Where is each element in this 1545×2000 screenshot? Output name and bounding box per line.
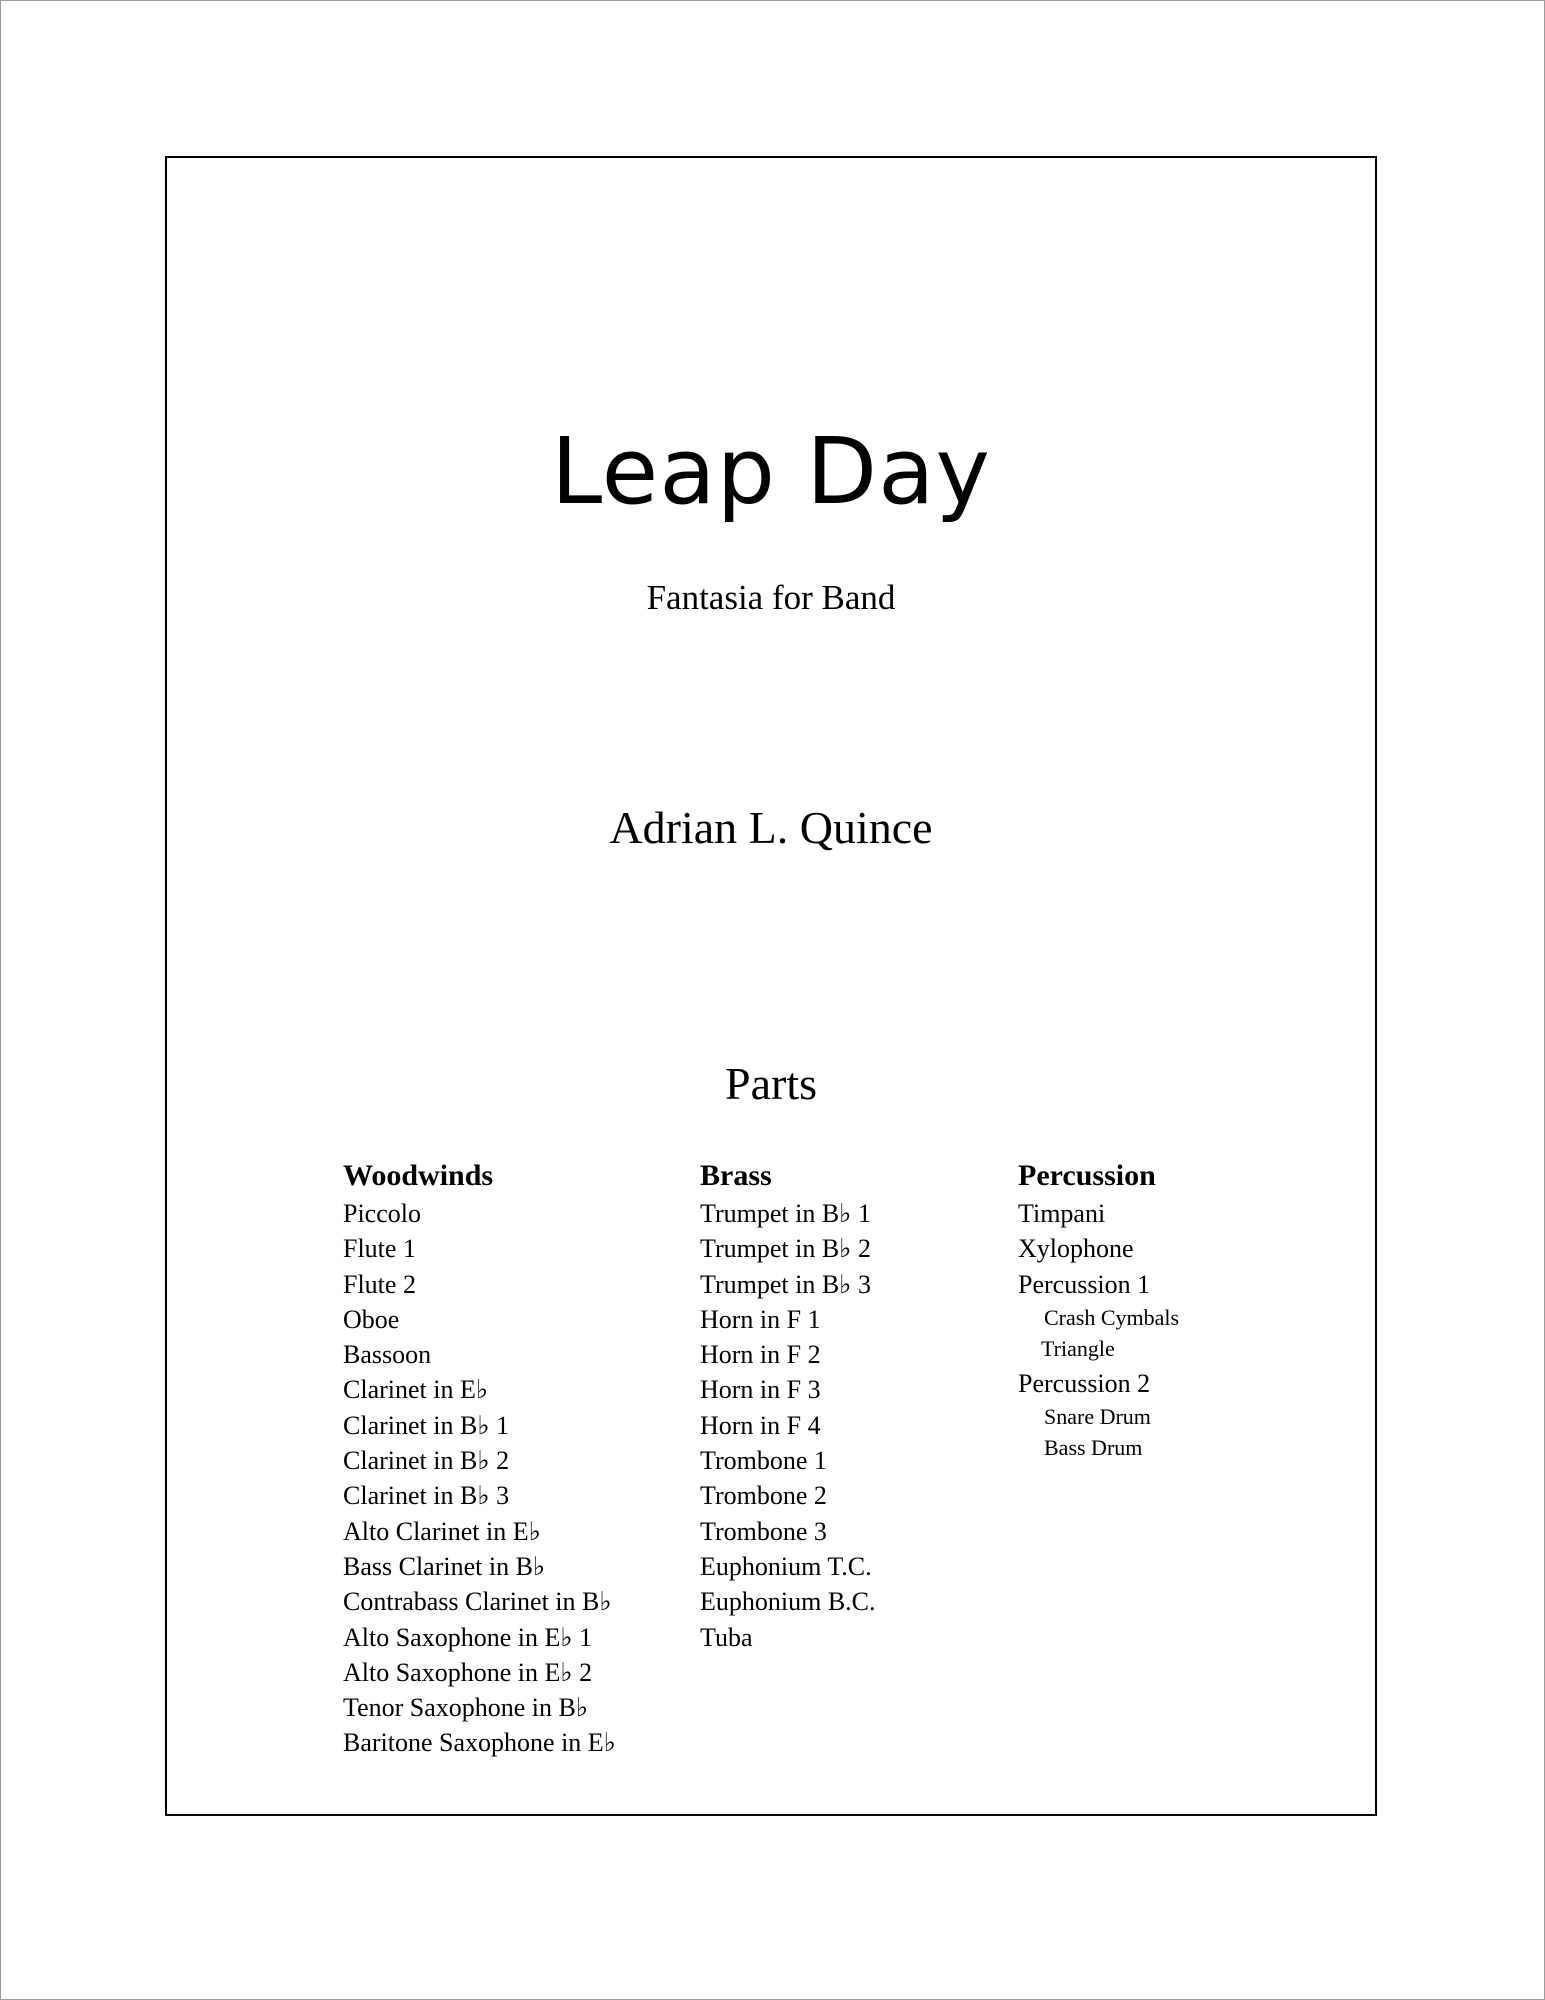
part-item: Percussion 1 bbox=[1018, 1269, 1151, 1299]
part-item: Euphonium B.C. bbox=[700, 1587, 876, 1617]
part-item: Trombone 1 bbox=[700, 1446, 827, 1476]
part-item: Tuba bbox=[700, 1622, 753, 1652]
percussion-heading: Percussion bbox=[1018, 1159, 1156, 1192]
part-item: Alto Clarinet in E♭ bbox=[343, 1516, 541, 1546]
part-item: Clarinet in E♭ bbox=[343, 1375, 489, 1405]
part-item: Clarinet in B♭ 3 bbox=[343, 1481, 510, 1511]
part-item: Clarinet in B♭ 1 bbox=[343, 1410, 510, 1440]
part-item: Clarinet in B♭ 2 bbox=[343, 1446, 510, 1476]
brass-column bbox=[700, 1158, 876, 1655]
instrument-sub-item: Triangle bbox=[1041, 1335, 1115, 1361]
composer-name: Adrian L. Quince bbox=[609, 802, 933, 853]
piece-subtitle: Fantasia for Band bbox=[646, 578, 896, 617]
percussion-group bbox=[1018, 1267, 1179, 1364]
instrument-sub-item: Bass Drum bbox=[1044, 1435, 1143, 1461]
parts-heading: Parts bbox=[725, 1058, 817, 1109]
part-item: Euphonium T.C. bbox=[700, 1551, 872, 1581]
part-item: Oboe bbox=[343, 1304, 400, 1334]
part-item: Trombone 3 bbox=[700, 1516, 827, 1546]
part-item: Alto Saxophone in E♭ 1 bbox=[343, 1622, 593, 1652]
woodwinds-column bbox=[343, 1158, 616, 1761]
part-item: Horn in F 4 bbox=[700, 1410, 821, 1440]
part-item: Piccolo bbox=[343, 1199, 421, 1228]
part-item: Flute 2 bbox=[343, 1269, 416, 1299]
part-item: Trumpet in B♭ 3 bbox=[700, 1269, 871, 1299]
part-item: Horn in F 1 bbox=[700, 1304, 821, 1334]
part-item: Trombone 2 bbox=[700, 1481, 827, 1511]
percussion-column bbox=[1018, 1158, 1179, 1465]
part-item: Timpani bbox=[1018, 1199, 1106, 1228]
brass-heading: Brass bbox=[700, 1159, 772, 1192]
part-item: Bassoon bbox=[343, 1340, 432, 1370]
instrument-sub-item: Snare Drum bbox=[1044, 1404, 1151, 1430]
part-item: Contrabass Clarinet in B♭ bbox=[343, 1587, 612, 1617]
piece-title: Leap Day bbox=[551, 418, 991, 525]
part-item: Alto Saxophone in E♭ 2 bbox=[343, 1657, 593, 1687]
part-item: Percussion 2 bbox=[1018, 1368, 1151, 1398]
part-item: Flute 1 bbox=[343, 1234, 416, 1264]
part-item: Horn in F 3 bbox=[700, 1375, 821, 1405]
part-item: Horn in F 2 bbox=[700, 1340, 821, 1370]
part-item: Tenor Saxophone in B♭ bbox=[343, 1693, 589, 1723]
woodwinds-heading: Woodwinds bbox=[343, 1159, 494, 1192]
part-item: Baritone Saxophone in E♭ bbox=[343, 1728, 616, 1758]
instrument-sub-item: Crash Cymbals bbox=[1044, 1304, 1180, 1330]
part-item: Bass Clarinet in B♭ bbox=[343, 1551, 546, 1581]
part-item: Trumpet in B♭ 1 bbox=[700, 1199, 871, 1228]
percussion-group bbox=[1018, 1366, 1179, 1463]
part-item: Xylophone bbox=[1018, 1234, 1134, 1264]
title-page-frame bbox=[165, 156, 1377, 1816]
part-item: Trumpet in B♭ 2 bbox=[700, 1234, 871, 1264]
